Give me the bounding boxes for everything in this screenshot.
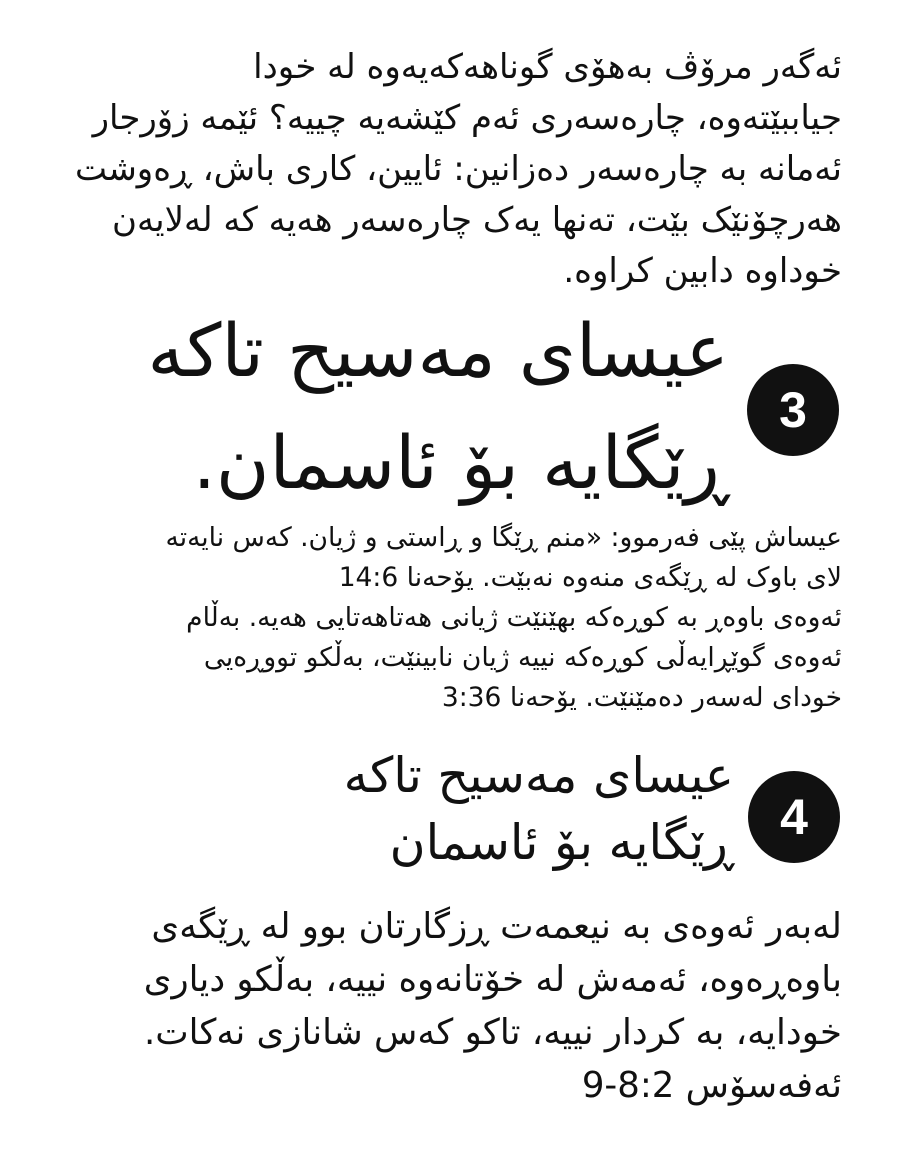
heading-line: عیسای مەسیح تاکە	[147, 309, 729, 394]
body-line: ئەوەی گوێڕایەڵی کوڕەکە نییە ژیان نابینێت، بەڵکو تووڕەیی	[203, 642, 842, 673]
intro-line: ئەمانە بە چارەسەر دەزانین: ئایین، کاری باش، ڕەوشت	[74, 149, 842, 189]
intro-line: جیاببێتەوە، چارەسەری ئەم کێشەیە چییە؟ ئێمە زۆرجار	[92, 98, 842, 138]
heading-line: ڕێگایە بۆ ئاسمان.	[192, 421, 729, 506]
section-3-text	[166, 518, 843, 718]
step-4-badge: 4	[748, 771, 840, 863]
heading-line: عیسای مەسیح تاکە	[343, 747, 734, 804]
body-line: باوەڕەوە، ئەمەش لە خۆتانەوە نییە، بەڵکو دیاری	[143, 959, 842, 1000]
body-line: ئەفەسۆس 8:2-9	[581, 1065, 842, 1106]
body-line: خودایە، بە کردار نییە، تاکو کەس شانازی نەکات.	[143, 1012, 842, 1053]
body-line: عیساش پێی فەرموو: «منم ڕێگا و ڕاستی و ژیان. کەس نایەتە	[165, 522, 842, 553]
section-4-heading	[344, 742, 734, 876]
section-4-text	[144, 900, 842, 1112]
body-line: لای باوک لە ڕێگەی منەوە نەبێت. یۆحەنا 14:6	[338, 562, 842, 593]
intro-line: ئەگەر مرۆڤ بەهۆی گوناهەکەیەوە لە خودا	[253, 47, 842, 87]
heading-line: ڕێگایە بۆ ئاسمان	[389, 814, 734, 871]
section-3-heading	[147, 296, 729, 520]
intro-line: خوداوە دابین کراوە.	[563, 251, 842, 291]
body-line: ئەوەی باوەڕ بە کوڕەکە بهێنێت ژیانی هەتاهەتایی هەیە. بەڵام	[186, 602, 842, 633]
body-line: لەبەر ئەوەی بە نیعمەت ڕزگارتان بوو لە ڕێگەی	[151, 906, 842, 947]
body-line: خودای لەسەر دەمێنێت. یۆحەنا 3:36	[441, 682, 842, 713]
step-3-badge: 3	[747, 364, 839, 456]
intro-line: هەرچۆنێک بێت، تەنها یەک چارەسەر هەیە کە لەلایەن	[111, 200, 842, 240]
intro-paragraph	[75, 42, 842, 297]
